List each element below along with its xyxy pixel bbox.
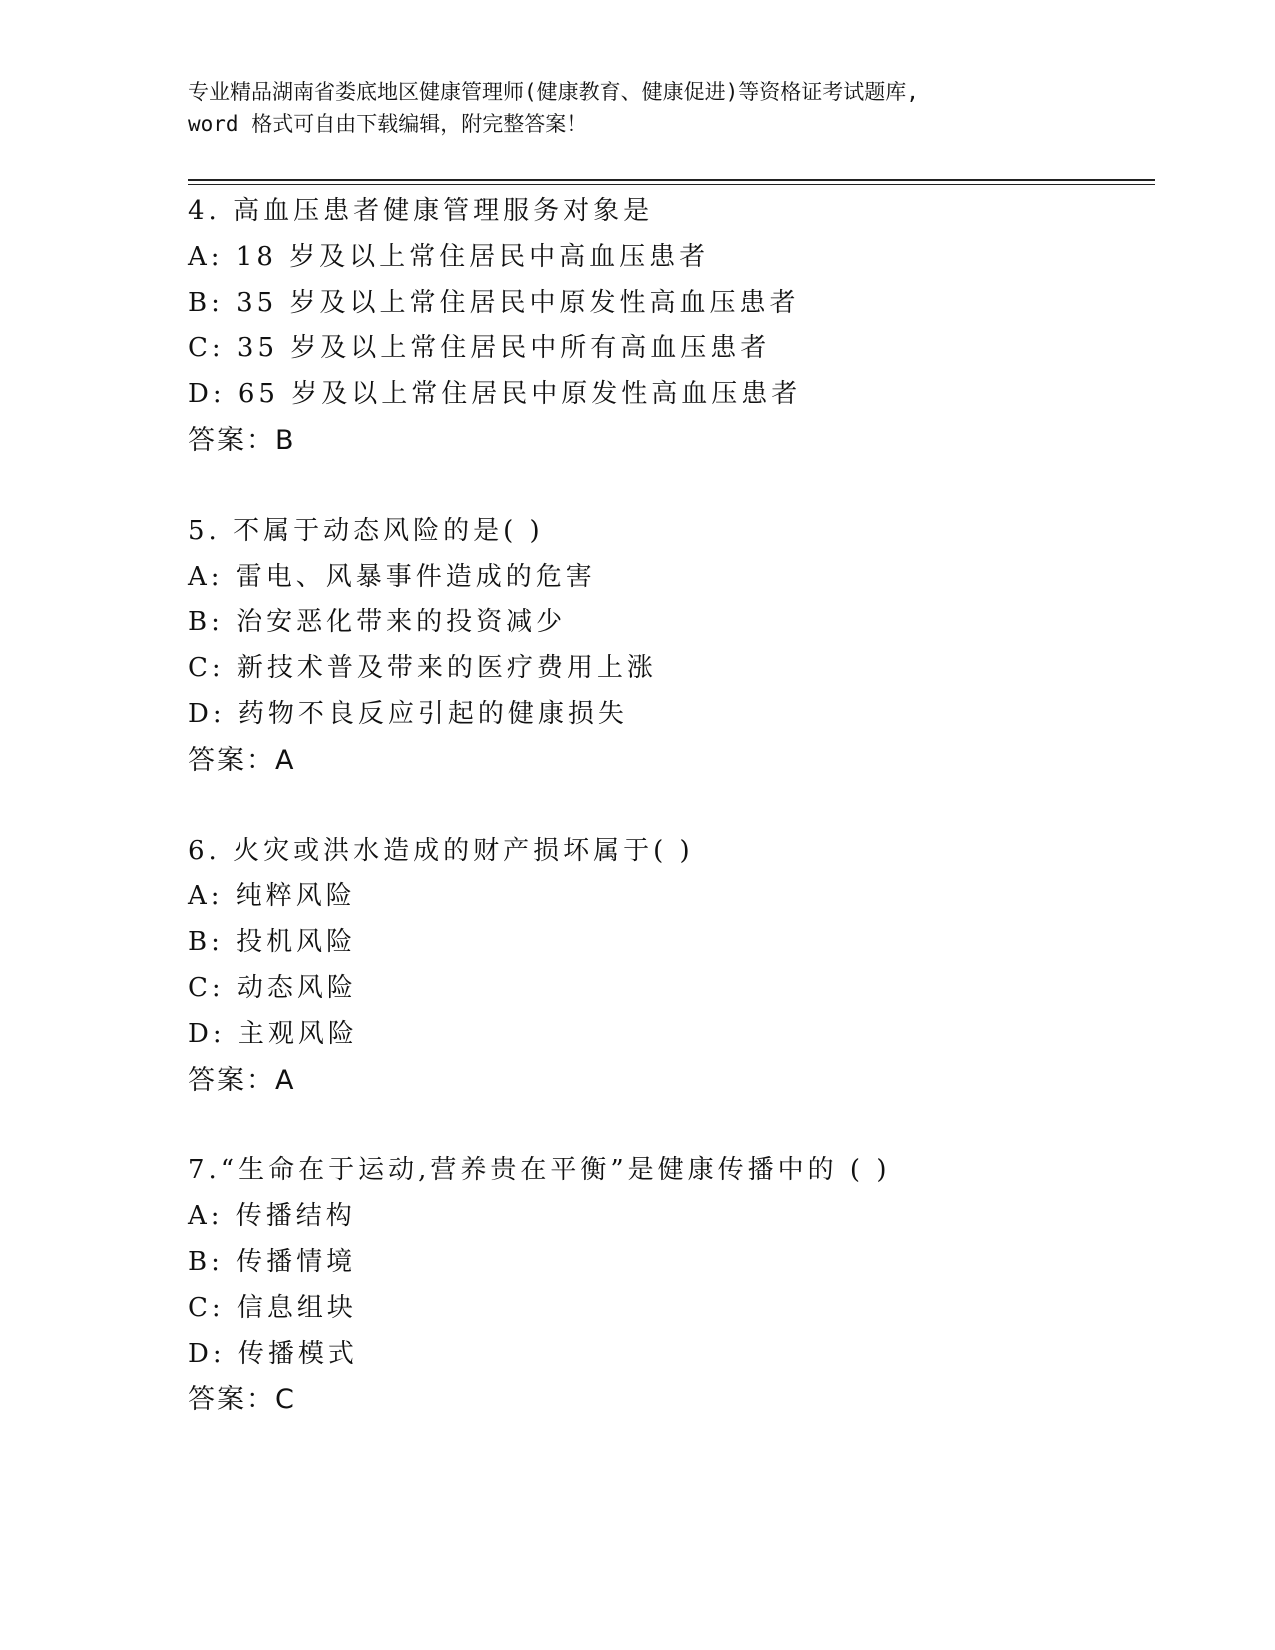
question-stem: 7.“生命在于运动,营养贵在平衡”是健康传播中的 ( ) [188, 1155, 891, 1186]
option-d: D: 主观风险 [188, 1018, 358, 1049]
document-header [188, 76, 1088, 140]
option-c: C: 动态风险 [188, 972, 357, 1003]
option-d: D: 药物不良反应引起的健康损失 [188, 698, 628, 729]
answer-line: 答案：C [188, 1384, 296, 1416]
option-a: A: 传播结构 [188, 1201, 356, 1232]
option-c: C: 信息组块 [188, 1292, 357, 1323]
option-a: A: 18 岁及以上常住居民中高血压患者 [188, 241, 710, 272]
option-b: B: 治安恶化带来的投资减少 [188, 607, 567, 638]
question-5 [188, 509, 1148, 784]
question-6 [188, 829, 1148, 1104]
option-c: C: 35 岁及以上常住居民中所有高血压患者 [188, 333, 771, 364]
header-rule-thick [188, 179, 1155, 181]
question-7 [188, 1148, 1148, 1423]
answer-line: 答案：B [188, 424, 296, 456]
header-line-2: word 格式可自由下载编辑，附完整答案！ [188, 112, 588, 136]
option-d: D: 65 岁及以上常住居民中原发性高血压患者 [188, 379, 802, 410]
header-rule-thin [188, 184, 1155, 185]
option-a: A: 雷电、风暴事件造成的危害 [188, 561, 596, 592]
option-c: C: 新技术普及带来的医疗费用上涨 [188, 653, 657, 684]
header-line-1: 专业精品湖南省娄底地区健康管理师(健康教育、健康促进)等资格证考试题库, [188, 80, 919, 104]
option-b: B: 35 岁及以上常住居民中原发性高血压患者 [188, 287, 800, 318]
answer-line: 答案：A [188, 744, 296, 776]
option-d: D: 传播模式 [188, 1338, 358, 1369]
option-b: B: 传播情境 [188, 1246, 357, 1277]
question-stem: 5. 不属于动态风险的是( ) [188, 515, 544, 546]
answer-line: 答案：A [188, 1064, 296, 1096]
option-b: B: 投机风险 [188, 927, 357, 958]
question-stem: 4. 高血压患者健康管理服务对象是 [188, 196, 654, 226]
option-a: A: 纯粹风险 [188, 881, 356, 912]
question-list [188, 189, 1148, 1468]
question-stem: 6. 火灾或洪水造成的财产损坏属于( ) [188, 835, 694, 866]
question-4 [188, 189, 1148, 464]
